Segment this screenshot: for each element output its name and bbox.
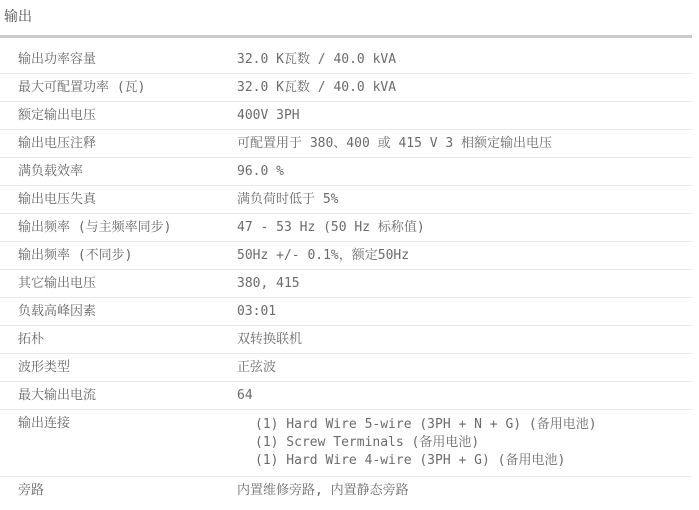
spec-value: [237, 410, 692, 477]
spec-value: 400V 3PH: [237, 108, 300, 123]
spec-label: 额定输出电压: [18, 108, 97, 123]
spec-value: 32.0 K瓦数 / 40.0 kVA: [237, 52, 397, 67]
spec-label: 输出电压注释: [18, 136, 97, 151]
table-row: [0, 382, 692, 410]
table-row: [0, 354, 692, 382]
spec-value: 380, 415: [237, 276, 300, 291]
spec-label: 满负载效率: [18, 164, 84, 179]
spec-value: 内置维修旁路, 内置静态旁路: [237, 483, 409, 498]
spec-label: 输出功率容量: [18, 52, 97, 67]
spec-value: 96.0 %: [237, 164, 284, 179]
spec-value: 可配置用于 380、400 或 415 V 3 相额定输出电压: [237, 136, 553, 151]
spec-label: 最大可配置功率 (瓦): [18, 80, 146, 95]
table-row: [0, 130, 692, 158]
section-title: 输出: [4, 9, 32, 25]
table-row: [0, 102, 692, 130]
spec-value: 03:01: [237, 304, 277, 319]
spec-value: 满负荷时低于 5%: [237, 192, 339, 207]
table-row: [0, 298, 692, 326]
spec-value: 50Hz +/- 0.1%，额定50Hz: [237, 248, 410, 263]
spec-label: 负载高峰因素: [18, 304, 97, 319]
spec-value: 64: [237, 388, 253, 403]
spec-label: 输出电压失真: [18, 192, 97, 207]
spec-table-body: [0, 46, 692, 504]
section-divider: [0, 35, 692, 38]
spec-value: 正弦波: [237, 360, 277, 375]
spec-label: 输出频率 (不同步): [18, 248, 133, 263]
spec-label: 拓朴: [18, 332, 45, 347]
spec-label: 其它输出电压: [18, 276, 97, 291]
table-row: [0, 270, 692, 298]
spec-label: 波形类型: [18, 360, 71, 375]
spec-value-line: (1) Hard Wire 4-wire (3PH + G) (备用电池): [255, 453, 566, 468]
table-row: [0, 74, 692, 102]
spec-label: 输出频率 (与主频率同步): [18, 220, 172, 235]
table-row: [0, 242, 692, 270]
table-row: [0, 326, 692, 354]
spec-label: 旁路: [18, 483, 45, 498]
output-spec-table: [0, 46, 692, 504]
spec-value-line: (1) Screw Terminals (备用电池): [255, 435, 480, 450]
spec-label: 最大输出电流: [18, 388, 97, 403]
spec-value: 32.0 K瓦数 / 40.0 kVA: [237, 80, 397, 95]
spec-value: 47 - 53 Hz (50 Hz 标称值): [237, 220, 425, 235]
table-row: [0, 158, 692, 186]
table-row: [0, 410, 692, 477]
table-row: [0, 46, 692, 74]
table-row: [0, 214, 692, 242]
spec-value: 双转换联机: [237, 332, 303, 347]
table-row: [0, 477, 692, 505]
spec-label: 输出连接: [18, 416, 71, 431]
table-row: [0, 186, 692, 214]
spec-value-line: (1) Hard Wire 5-wire (3PH + N + G) (备用电池): [255, 417, 597, 432]
